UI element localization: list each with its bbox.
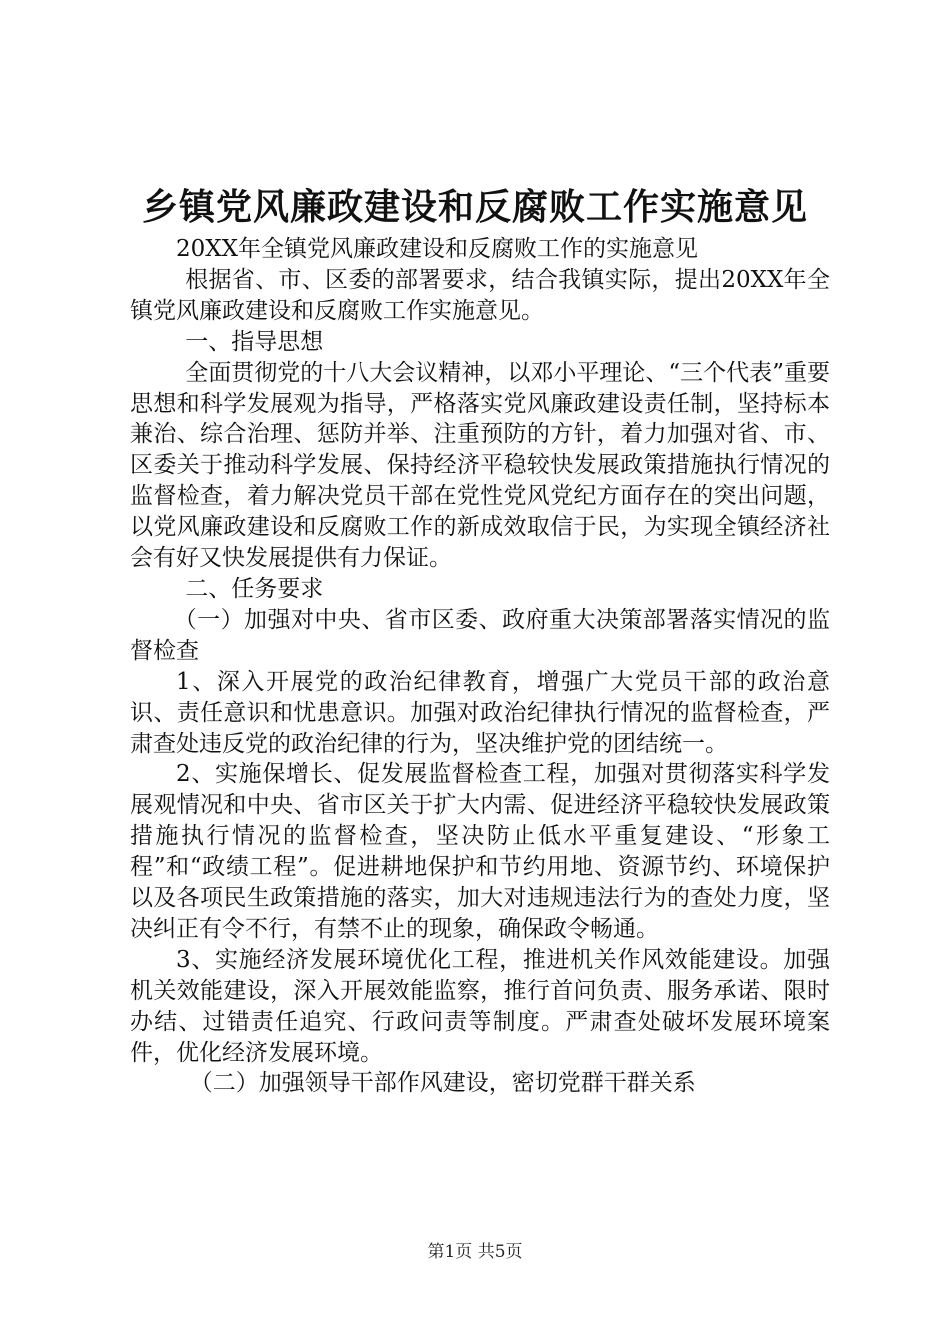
section-heading-guiding-ideology: 一、指导思想	[185, 328, 324, 355]
document-title: 乡镇党风廉政建设和反腐败工作实施意见	[141, 186, 808, 228]
section-heading-task-requirements: 二、任务要求	[185, 575, 324, 602]
item-paragraph-1: 1、深入开展党的政治纪律教育，增强广大党员干部的政治意识、责任意识和忧患意识。加强对政治纪律执行情况的监督检查，严肃查处违反党的政治纪律的行为，坚决维护党的团结统一。	[130, 668, 830, 757]
intro-paragraph: 根据省、市、区委的部署要求，结合我镇实际，提出20XX年全镇党风廉政建设和反腐败工作实施意见。	[130, 266, 830, 324]
subtitle-paragraph: 20XX年全镇党风廉政建设和反腐败工作的实施意见	[176, 236, 699, 262]
page-footer: 第1页 共5页	[427, 1242, 523, 1262]
subsection-heading-2: （二）加强领导干部作风建设，密切党群干群关系	[189, 1070, 696, 1097]
subsection-heading-1: （一）加强对中央、省市区委、政府重大决策部署落实情况的监督检查	[130, 606, 830, 664]
document-body	[130, 234, 830, 1099]
item-paragraph-3: 3、实施经济发展环境优化工程，推进机关作风效能建设。加强机关效能建设，深入开展效能监察，推行首问负责、服务承诺、限时办结、过错责任追究、行政问责等制度。严肃查处破坏发展环境案件，优化经济发展环境。	[130, 946, 830, 1066]
item-paragraph-2: 2、实施保增长、促发展监督检查工程，加强对贯彻落实科学发展观情况和中央、省市区关于扩大内需、促进经济平稳较快发展政策措施执行情况的监督检查，坚决防止低水平重复建设、“形象工程”和“政绩工程”。促进耕地保护和节约用地、资源节约、环境保护以及各项民生政策措施的落实，加大对违规违法行为的查处力度，坚决纠正有令不行，有禁不止的现象，确保政令畅通。	[130, 761, 830, 942]
guiding-ideology-paragraph: 全面贯彻党的十八大会议精神，以邓小平理论、“三个代表”重要思想和科学发展观为指导，严格落实党风廉政建设责任制，坚持标本兼治、综合治理、惩防并举、注重预防的方针，着力加强对省、市、区委关于推动科学发展、保持经济平稳较快发展政策措施执行情况的监督检查，着力解决党员干部在党性党风党纪方面存在的突出问题，以党风廉政建设和反腐败工作的新成效取信于民，为实现全镇经济社会有好又快发展提供有力保证。	[130, 359, 830, 572]
